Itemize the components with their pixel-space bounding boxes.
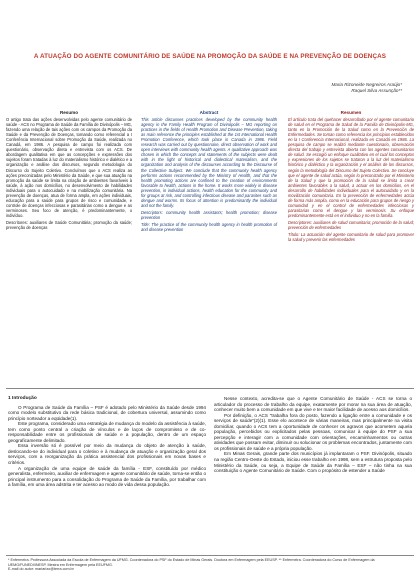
resumo-keywords: Descritores: auxiliares de Saúde Comunitária; promoção da saúde; prevenção de doenças [6, 219, 132, 231]
abstract-column [141, 110, 277, 232]
resumo-text: O artigo trata das ações desenvolvidas pelo agente comunitário de saúde - ACS no Programa de Saúde da Família de Divinópolis – MG, fazendo uma relação de tais ações com os campos da Promoção da Saúde e da Prevenção de Doenças, tomando como referencial a I Conferência Internacional sobre Promoção da Saúde, realizada no Canadá, em 1986. A pesquisa de campo foi realizada com questionário, observação direta e entrevista com os ACS. De abordagem qualitativa em que as concepções e expressões dos sujeitos foram tratadas à luz do materialismo histórico e dialético e a organização e análise dos discursos, segundo metodologia do Discurso do Sujeito Coletivo. Concluímos que o ACS realiza as ações preconizadas pelo Ministério da Saúde, e que sua atuação na promoção da saúde se limita na criação de ambientes favoráveis à saúde, à ação nos domicílios, no desenvolvimento de habilidades individuais para o autocuidado e na mobilização comunitária. Na prevenção de doenças, atua de forma ampla, em ações individuais, educação para a saúde para grupos de risco e comunidade, e controle de doenças infecciosas e parasitárias como a dengue e as verminoses. Seu foco de atenção, é predominantemente, o indivíduo. [6, 117, 132, 218]
body-paragraph: Essa inversão só é possível por meio da mudança do objeto de atenção à saúde, deslocando-se do individual para o coletivo e à mudança de atuação e organização geral dos serviços, com a reorganização da prática assistencial dos profissionais em novas bases e critérios. [8, 443, 206, 466]
body-left-column [8, 396, 206, 488]
abstract-text: This article discusses practices developed by the community health agency in the Family Health Program of Divinópolis – MG reporting on practices in the fields of Health Promotion and Disease Prevention, taking as main reference the principles established at the 1st International Health Promotion Conference, which took place in Canada in 1986. Field research was carried out by questionnaire, direct observation of work and open interviews with community health agents. A qualitative approach was chosen in which the concepts and statements of the subjects were dealt with in the light of historical and dialectical materialism, and the organization and analysis of the discourses according to the Discourse of the Collective Subject. We conclude that the community health agency performs actions recommended by the Ministry of Health, and that the health promoting actions are confined to the creation of environments favorable to health, actions in the home. It works more widely in disease prevention, in individual actions, health education for the community and for groups at risk, and controlling infectious disease and parasites such as dengue and worms. Its focus of attention is predominantly the individual and not the family. [141, 117, 277, 208]
resumen-title-note: Título: La actuación del agente comunitario de salud para promover la salud y prevenir las enfermedades [288, 232, 414, 243]
resumen-text: El artículo trata del quehacer desarrollado por el agente comunitario de salud en el Programa de Salud de la Familia de Divinópolis-MG, tanto en la Promoción de la Salud como en la Prevención de Enfermedades. Se toman como referencia los principios establecidos en la I Conferencia Internacional, realizada en Canadá en 1986. La pesquisa de campo se realizó mediante cuestionario, observación directa del trabajo y entrevista abierta con los agentes comunitarios de salud. Se escogió un enfoque cualitativo en el cual los conceptos y expresiones de los sujetos se trataron a la luz del materialismo histórico y dialéctico y la organización y el análisis de los discursos, según la metodología del Discurso del Sujeto Colectivo. Se concluye que el agente de salud actúa, según lo preconizado por el Ministerio de la Salud y que la promoción de la salud se limita a crear ambientes favorables a la salud, a actuar en los domicilios, en el desarrollo de habilidades individuales para el autocuidado y en la movilización comunitaria. En la prevención de enfermedades actúa de forma más amplia, como en la educación para grupos de riesgo y comunidad y en el control de enfermedades infecciosas y parasitarias como el dengue y las verminosis. Su enfoque predominantemente está en el individuo y no en la familia. [288, 117, 414, 218]
body-paragraph: Em Minas Gerais, grande parte dos municípios já implantaram o PSF. Divinópolis, situado na região Centro-Oeste do Estado, iniciou esse trabalho em 1998, sem a estrutura proposta pelo Ministério da Saúde, ou seja, a Equipe de Saúde da Família – ESF – não tinha na sua constituição o Agente Comunitário de Saúde. Com o propósito de estender a Saúde [214, 451, 412, 474]
abstract-title-note: Title: The practice of the community health agency in health promotion of and disease prevention [141, 221, 277, 233]
footnote-affiliations: * Enfermeira. Professora Associada da Escola de Enfermagem da UFMG. Coordenadora do PSF do Estado de Minas Gerais. Doutora em Enfermagem pela EEUSP. ** Enfermeira. Coordenadora do Curso de Enfermagem da UEMG/FUNEDI/INESP. Mestra em Enfermagem pela EEUFMG. [8, 558, 375, 567]
resumo-heading: Resumo [59, 110, 79, 115]
resumen-keywords: Descriptores: auxiliares de salud comunitaria; promoción de la salud; prevención de enfermedades [288, 219, 414, 231]
body-paragraph: Nesse contexto, acredita-se que o Agente Comunitário de Saúde - ACS se torna o articulador do processo de trabalho da equipe, exatamente por morar na sua área de atuação, conhecer muito bem a comunidade em que vive e ter maior facilidade de acesso aos domicílios. [214, 396, 412, 413]
abstract-keywords: Descriptors: community health assistants; health promotion; disease prevention [141, 209, 277, 220]
author-name: Raquel Silva Assunção** [351, 87, 402, 93]
body-right-column [214, 396, 412, 474]
footnote-email: E-mail do autor: mariarizo@terra.com.br [8, 567, 74, 571]
article-title: A ATUAÇÃO DO AGENTE COMUNITÁRIO DE SAÚDE NA PROMOÇÃO DA SAÚDE E NA PREVENÇÃO DE DOENÇAS [33, 53, 387, 60]
resumen-heading: Resumen [340, 110, 362, 115]
body-paragraph: O Programa de Saúde da Família – PSF é adotado pelo Ministério da Saúde desde 1994 como modelo substitutivo da rede básica tradicional, de cobertura universal, assumindo como princípio norteador a eqüidade(1). [8, 404, 206, 421]
abstract-heading: Abstract [199, 110, 219, 115]
body-paragraph: A organização de uma equipe de saúde da família - ESF, constituído por médico generalista, enfermeiro, auxiliar de enfermagem e agente comunitário de saúde, torna-se então o principal instrumento para a consolidação do Programa de Saúde da Família, por trabalhar com a família, em uma área adstrita e ter acesso ao modo de vida dessa população. [8, 465, 206, 488]
author-name: Maria Rizoneide Negreiros Araújo* [331, 82, 402, 87]
resumen-column [288, 110, 414, 242]
section-divider [6, 388, 414, 389]
author-list [331, 82, 402, 94]
section-heading: 1 Introdução [8, 396, 37, 401]
resumo-column [6, 110, 132, 230]
body-paragraph: Este programa, considerado uma estratégia de mudança do modelo da assistência à saúde, tem como ponto central a criação de vínculos e de laços de compromisso e de co-responsabilidade entre os profissionais de saúde e a população, dentro de um espaço geograficamente delimitado. [8, 421, 206, 443]
footnote [8, 558, 412, 572]
body-paragraph: Por definição, o ACS "trabalha fora do posto, fazendo a ligação entre a comunidade e os serviços de saúde"(2)(1). Esse elo acontece de várias maneiras, mas principalmente na visita domiciliar, quando o ACS tem a oportunidade de conhecer os agravos que acometem aquela população, percebidos ou explicitados pelas pessoas, comunicar à equipe do PSF a sua percepção e interagir com a comunidade com orientações, encaminhamentos ou outras atividades que possam evitar, diminuir ou solucionar os problemas encontrados, juntamente com os profissionais de saúde e a própria população. [214, 412, 412, 451]
footnote-divider [6, 555, 414, 556]
